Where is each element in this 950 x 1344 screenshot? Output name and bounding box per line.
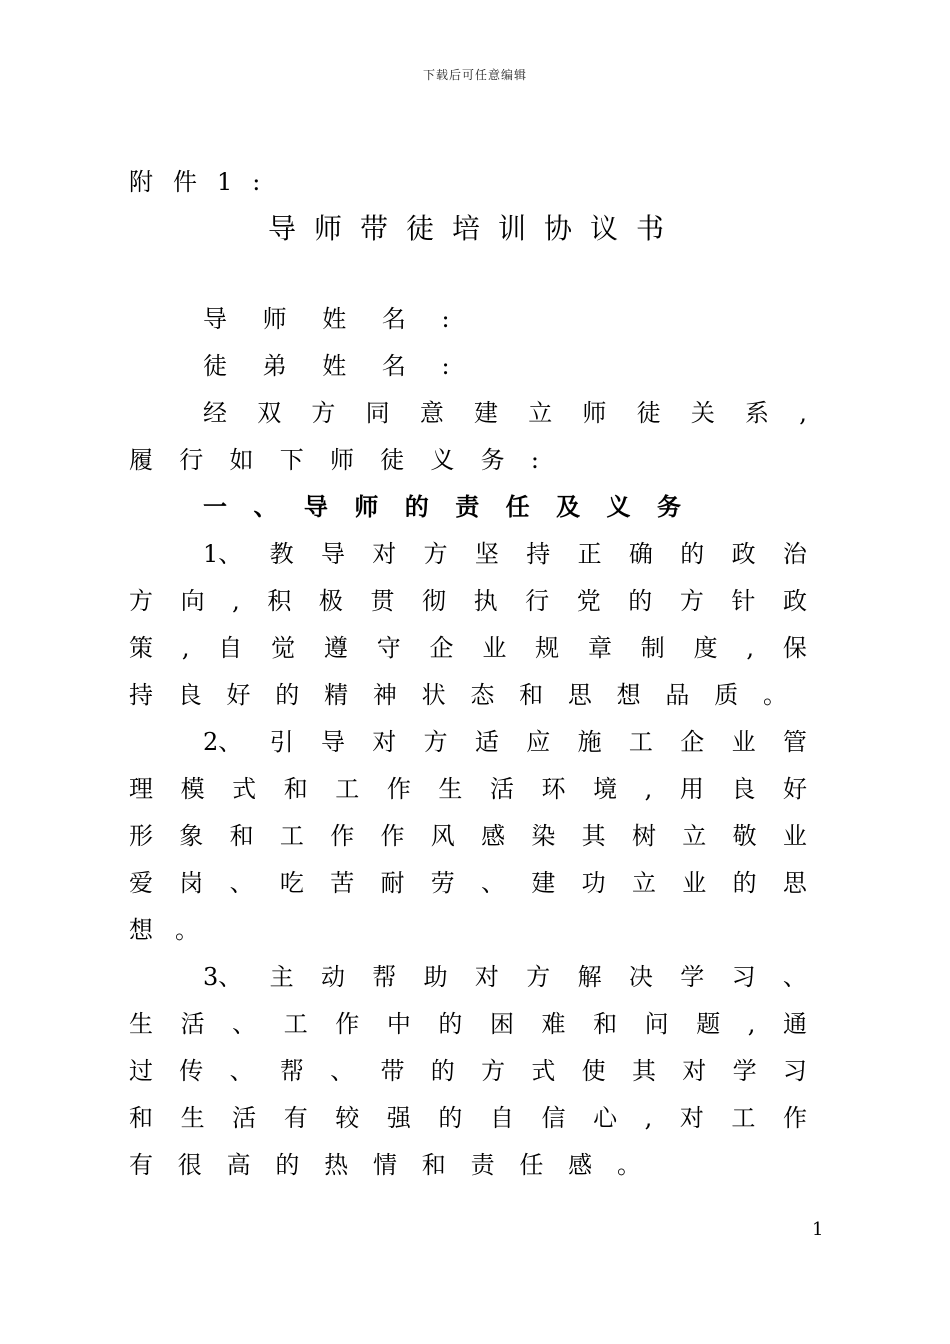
text-token: 、 (782, 963, 807, 991)
text-token: 持 (129, 681, 153, 709)
text-token: 工 (335, 775, 360, 803)
text-token: 象 (179, 822, 204, 850)
item-2-line-1 (203, 730, 807, 754)
text-token: 、 (253, 493, 278, 521)
text-token: 信 (541, 1104, 566, 1132)
text-token: 工 (279, 822, 304, 850)
text-token: 思 (567, 681, 592, 709)
text-token: 适 (474, 728, 499, 756)
text-token: 态 (470, 681, 495, 709)
text-token: 良 (731, 775, 756, 803)
apprentice-name-label: 徒 弟 姓 名 : (203, 352, 464, 380)
text-token: 方 (481, 1057, 506, 1085)
text-token: 作 (335, 1010, 360, 1038)
item-2-line-2 (129, 777, 807, 801)
text-token: 思 (782, 869, 807, 897)
text-token: 遵 (323, 634, 348, 662)
text-token: 自 (489, 1104, 514, 1132)
attachment-label: 附件1: (129, 168, 281, 196)
text-token: 通 (782, 1010, 807, 1038)
text-token: 及 (556, 493, 581, 521)
text-token: 业 (482, 634, 507, 662)
item-3-line-2 (129, 1012, 807, 1036)
text-token: 用 (679, 775, 704, 803)
text-token: 意 (419, 399, 444, 427)
text-token: : (530, 446, 539, 474)
text-token: 的 (438, 1104, 463, 1132)
text-token: 如 (229, 446, 254, 474)
text-token: 情 (372, 1151, 397, 1179)
text-token: 师 (329, 446, 354, 474)
text-token: 确 (628, 540, 653, 568)
text-token: 业 (731, 728, 756, 756)
text-token: 和 (421, 1151, 446, 1179)
text-token: 导 (320, 728, 345, 756)
text-token: 3、 (203, 963, 243, 991)
text-token: , (747, 1010, 756, 1038)
text-token: 政 (731, 540, 756, 568)
text-token: 质 (714, 681, 739, 709)
text-token: 立 (631, 869, 656, 897)
header-note: 下载后可任意编辑 (422, 68, 527, 82)
text-token: 热 (324, 1151, 349, 1179)
text-token: 业 (682, 869, 707, 897)
text-token: , (799, 399, 807, 427)
text-token: 的 (732, 869, 757, 897)
text-token: 的 (438, 1010, 463, 1038)
text-token: 、 (330, 1057, 355, 1085)
text-token: 精 (324, 681, 349, 709)
text-token: 规 (535, 634, 560, 662)
section-1-heading (203, 495, 681, 519)
item-3-line-4 (129, 1106, 807, 1130)
text-token: 工 (628, 728, 653, 756)
text-token: 企 (680, 728, 705, 756)
text-token: 题 (696, 1010, 721, 1038)
text-token: 学 (680, 963, 705, 991)
item-2-line-4 (129, 871, 807, 895)
text-token: 品 (665, 681, 690, 709)
text-token: 有 (283, 1104, 308, 1132)
text-token: 强 (386, 1104, 411, 1132)
text-token: 觉 (271, 634, 296, 662)
text-token: 好 (782, 775, 807, 803)
text-token: 徒 (380, 446, 405, 474)
text-token: 习 (731, 963, 756, 991)
text-token: 极 (318, 587, 343, 615)
text-token: 2、 (203, 728, 243, 756)
text-token: 一 (203, 493, 227, 521)
text-token: 同 (365, 399, 390, 427)
intro-line-1 (203, 401, 807, 425)
text-token: 环 (541, 775, 566, 803)
text-token: 行 (525, 587, 550, 615)
text-token: 自 (218, 634, 243, 662)
text-token: 作 (782, 1104, 807, 1132)
text-token: 双 (257, 399, 282, 427)
text-token: 执 (473, 587, 498, 615)
text-token: , (181, 634, 190, 662)
text-token: 作 (380, 822, 405, 850)
text-token: 管 (782, 728, 807, 756)
text-token: 方 (311, 399, 336, 427)
text-token: 的 (430, 1057, 455, 1085)
text-token: 传 (179, 1057, 204, 1085)
text-token: 的 (404, 493, 429, 521)
text-token: 难 (541, 1010, 566, 1038)
text-token: 对 (372, 540, 397, 568)
text-token: 主 (269, 963, 294, 991)
text-token: 高 (226, 1151, 251, 1179)
item-3-line-3 (129, 1059, 807, 1083)
item-1-line-3 (129, 636, 807, 660)
text-token: 助 (423, 963, 448, 991)
text-token: 立 (682, 822, 707, 850)
text-token: 工 (731, 1104, 756, 1132)
text-token: 境 (593, 775, 618, 803)
text-token: 感 (568, 1151, 593, 1179)
text-token: 教 (269, 540, 294, 568)
text-token: 带 (380, 1057, 405, 1085)
text-token: 解 (577, 963, 602, 991)
text-token: 建 (531, 869, 556, 897)
item-1-line-4 (129, 683, 787, 707)
text-token: 对 (679, 1104, 704, 1132)
item-1-line-2 (129, 589, 807, 613)
text-token: 很 (177, 1151, 202, 1179)
text-token: 理 (129, 775, 153, 803)
text-token: , (644, 775, 653, 803)
text-token: 系 (745, 399, 770, 427)
text-token: 责 (470, 1151, 495, 1179)
text-token: 彻 (422, 587, 447, 615)
text-token: 过 (129, 1057, 153, 1085)
text-token: 业 (782, 822, 807, 850)
item-1-line-1 (203, 542, 807, 566)
text-token: 帮 (279, 1057, 304, 1085)
item-3-line-5 (129, 1153, 641, 1177)
text-token: 方 (423, 728, 448, 756)
text-token: 较 (335, 1104, 360, 1132)
text-token: 和 (593, 1010, 618, 1038)
text-token: 履 (129, 446, 153, 474)
text-token: 树 (631, 822, 656, 850)
text-token: 贯 (370, 587, 395, 615)
document-title: 导师带徒培训协议书 (267, 212, 682, 245)
text-token: 策 (129, 634, 153, 662)
text-token: 持 (526, 540, 551, 568)
text-token: 心 (593, 1104, 618, 1132)
text-token: 问 (644, 1010, 669, 1038)
text-token: 风 (430, 822, 455, 850)
text-token: 感 (481, 822, 506, 850)
text-token: 徒 (636, 399, 661, 427)
text-token: 责 (455, 493, 480, 521)
text-token: 针 (731, 587, 756, 615)
text-token: 治 (782, 540, 807, 568)
text-token: 其 (581, 822, 606, 850)
text-token: 生 (180, 1104, 205, 1132)
text-token: , (232, 587, 240, 615)
text-token: 积 (267, 587, 292, 615)
text-token: 企 (429, 634, 454, 662)
text-token: 生 (438, 775, 463, 803)
text-token: 帮 (372, 963, 397, 991)
text-token: 式 (531, 1057, 556, 1085)
text-token: 活 (180, 1010, 205, 1038)
text-token: 状 (421, 681, 446, 709)
text-token: 党 (576, 587, 601, 615)
text-token: 动 (320, 963, 345, 991)
text-token: 作 (386, 775, 411, 803)
text-token: 爱 (129, 869, 153, 897)
text-token: 关 (690, 399, 715, 427)
text-token: 师 (354, 493, 379, 521)
text-token: 中 (386, 1010, 411, 1038)
text-token: 、 (481, 869, 506, 897)
text-token: 有 (129, 1151, 153, 1179)
text-token: 务 (656, 493, 681, 521)
text-token: 。 (175, 916, 199, 944)
item-2-line-5 (129, 918, 199, 942)
text-token: 对 (682, 1057, 707, 1085)
text-token: 保 (782, 634, 807, 662)
text-token: 和 (519, 681, 544, 709)
text-token: 对 (474, 963, 499, 991)
text-token: 任 (505, 493, 530, 521)
text-token: 吃 (279, 869, 304, 897)
text-token: 下 (279, 446, 304, 474)
text-token: 耐 (380, 869, 405, 897)
text-token: 学 (732, 1057, 757, 1085)
text-token: 坚 (474, 540, 499, 568)
text-token: 形 (129, 822, 153, 850)
intro-line-2 (129, 448, 539, 472)
text-token: 决 (628, 963, 653, 991)
text-token: , (644, 1104, 653, 1132)
text-token: 施 (577, 728, 602, 756)
text-token: 作 (330, 822, 355, 850)
text-token: 导 (303, 493, 328, 521)
text-token: 的 (275, 1151, 300, 1179)
text-token: 守 (376, 634, 401, 662)
text-token: 向 (180, 587, 205, 615)
text-token: 义 (430, 446, 455, 474)
text-token: 工 (283, 1010, 308, 1038)
text-token: 式 (232, 775, 257, 803)
text-token: , (746, 634, 755, 662)
text-token: 生 (129, 1010, 153, 1038)
text-token: 良 (177, 681, 202, 709)
text-token: 度 (693, 634, 718, 662)
text-token: 、 (229, 869, 254, 897)
text-token: 神 (372, 681, 397, 709)
text-token: 岗 (179, 869, 204, 897)
text-token: 经 (203, 399, 227, 427)
text-token: 的 (628, 587, 653, 615)
text-token: 活 (232, 1104, 257, 1132)
text-token: 章 (587, 634, 612, 662)
text-token: 正 (577, 540, 602, 568)
text-token: 行 (179, 446, 204, 474)
text-token: 其 (631, 1057, 656, 1085)
text-token: 和 (229, 822, 254, 850)
text-token: 苦 (330, 869, 355, 897)
text-token: 政 (782, 587, 807, 615)
text-token: 困 (489, 1010, 514, 1038)
text-token: 活 (489, 775, 514, 803)
text-token: 功 (581, 869, 606, 897)
mentor-name-label: 导 师 姓 名 : (203, 305, 464, 333)
text-token: 。 (616, 1151, 641, 1179)
text-token: 应 (526, 728, 551, 756)
text-token: 立 (528, 399, 553, 427)
text-token: 方 (129, 587, 153, 615)
text-token: 义 (606, 493, 631, 521)
text-token: 劳 (430, 869, 455, 897)
text-token: 师 (582, 399, 607, 427)
text-token: 方 (679, 587, 704, 615)
text-token: 引 (269, 728, 294, 756)
text-token: 方 (526, 963, 551, 991)
item-3-line-1 (203, 965, 807, 989)
text-token: 建 (474, 399, 499, 427)
text-token: 模 (180, 775, 205, 803)
text-token: 导 (320, 540, 345, 568)
text-token: 。 (762, 681, 787, 709)
text-token: 习 (782, 1057, 807, 1085)
text-token: 1、 (203, 540, 243, 568)
text-token: 、 (232, 1010, 257, 1038)
text-token: 染 (531, 822, 556, 850)
text-token: 制 (640, 634, 665, 662)
text-token: 务 (480, 446, 505, 474)
text-token: 和 (129, 1104, 153, 1132)
page-number: 1 (812, 1219, 824, 1240)
text-token: 使 (581, 1057, 606, 1085)
text-token: 的 (680, 540, 705, 568)
text-token: 对 (372, 728, 397, 756)
text-token: 的 (275, 681, 300, 709)
item-2-line-3 (129, 824, 807, 848)
text-token: 任 (519, 1151, 544, 1179)
text-token: 好 (226, 681, 251, 709)
text-token: 想 (616, 681, 641, 709)
text-token: 方 (423, 540, 448, 568)
text-token: 、 (229, 1057, 254, 1085)
text-token: 想 (129, 916, 153, 944)
text-token: 和 (283, 775, 308, 803)
text-token: 敬 (732, 822, 757, 850)
